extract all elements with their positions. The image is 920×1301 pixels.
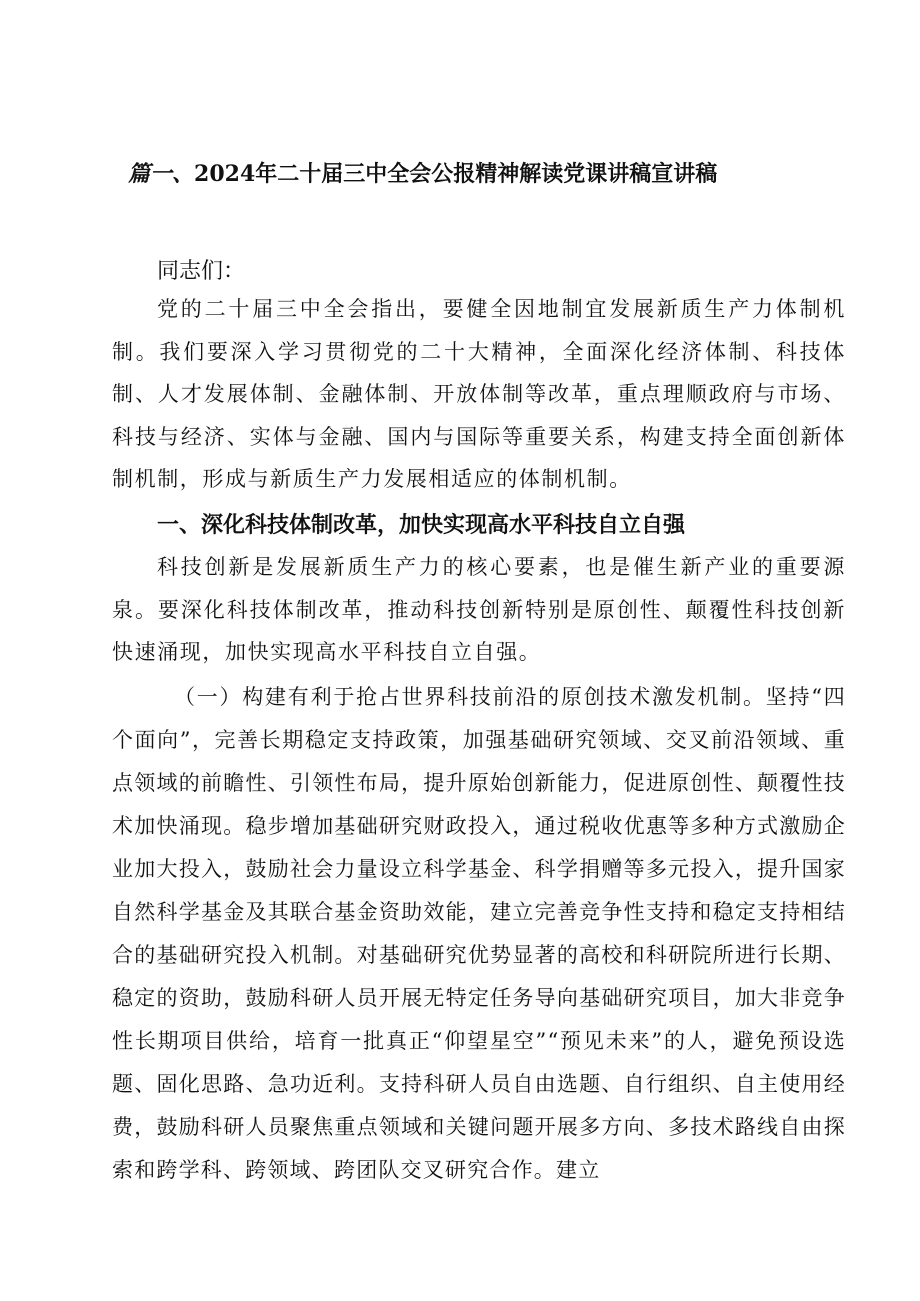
section-heading-1: 一、深化科技体制改革，加快实现高水平科技自立自强 (157, 513, 686, 538)
intro-paragraph: 党的二十届三中全会指出，要健全因地制宜发展新质生产力体制机制。我们要深入学习贯彻党的二十大精神，全面深化经济体制、科技体制、人才发展体制、金融体制、开放体制等改革，重点理顺政府与市场、科技与经济、实体与金融、国内与国际等重要关系，构建支持全面创新体制机制，形成与新质生产力发展相适应的体制机制。 (112, 297, 846, 492)
document-title (128, 158, 828, 190)
subsection-1-paragraph: （一）构建有利于抢占世界科技前沿的原创技术激发机制。坚持“四个面向”，完善长期稳定支持政策，加强基础研究领域、交叉前沿领域、重点领域的前瞻性、引领性布局，提升原始创新能力，促进原创性、颠覆性技术加快涌现。稳步增加基础研究财政投入，通过税收优惠等多种方式激励企业加大投入，鼓励社会力量设立科学基金、科学捐赠等多元投入，提升国家自然科学基金及其联合基金资助效能，建立完善竞争性支持和稳定支持相结合的基础研究投入机制。对基础研究优势显著的高校和科研院所进行长期、稳定的资助，鼓励科研人员开展无特定任务导向基础研究项目，加大非竞争性长期项目供给，培育一批真正“仰望星空”“预见未来”的人，避免预设选题、固化思路、急功近利。支持科研人员自由选题、自行组织、自主使用经费，鼓励科研人员聚焦重点领域和关键问题开展多方向、多技术路线自由探索和跨学科、跨领域、跨团队交叉研究合作。建立 (112, 685, 846, 1182)
title-main: 2024年二十届三中全会公报精神解读党课讲稿宣讲稿 (194, 161, 718, 187)
title-prefix: 篇一、 (128, 161, 195, 187)
section-1-paragraph: 科技创新是发展新质生产力的核心要素，也是催生新产业的重要源泉。要深化科技体制改革，推动科技创新特别是原创性、颠覆性科技创新快速涌现，加快实现高水平科技自立自强。 (112, 555, 846, 665)
salutation: 同志们： (157, 259, 246, 284)
